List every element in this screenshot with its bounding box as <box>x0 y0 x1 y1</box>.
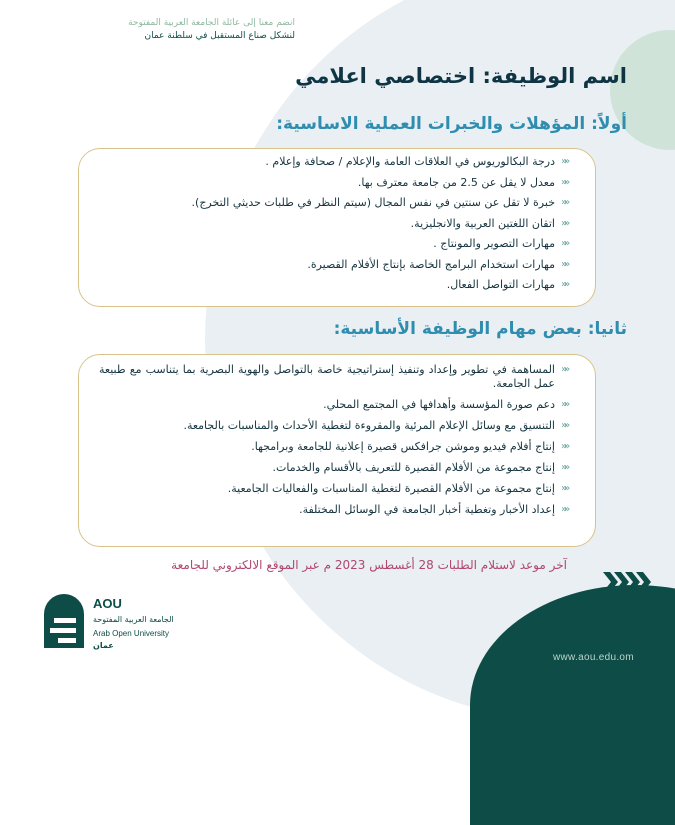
bullet-arrow-icon: »» <box>561 238 568 249</box>
duty-item <box>99 363 575 391</box>
chevrons-icon <box>603 570 651 594</box>
qualification-item <box>99 217 575 238</box>
duty-item <box>99 461 575 475</box>
bullet-arrow-icon: »» <box>561 279 568 290</box>
slogan-line-1: انضم معنا إلى عائلة الجامعة العربية المفتوحة <box>128 18 295 28</box>
logo-arabic-name: الجامعة العربية المفتوحة <box>93 615 174 624</box>
aou-logo <box>44 592 234 657</box>
qualification-item <box>99 237 575 258</box>
duty-item <box>99 440 575 454</box>
qualification-item-text: معدل لا يقل عن 2.5 من جامعة معترف بها. <box>357 175 555 189</box>
qualification-item-text: مهارات التواصل الفعال. <box>446 278 555 291</box>
duties-list <box>99 363 575 517</box>
application-deadline: آخر موعد لاستلام الطلبات 28 أغسطس 2023 م عبر الموقع الالكتروني للجامعة <box>171 558 567 572</box>
bullet-arrow-icon: »» <box>561 504 568 515</box>
qualification-item <box>99 196 575 217</box>
duty-item-text: إنتاج مجموعة من الأفلام القصيرة للتعريف بالأقسام والخدمات. <box>272 461 555 474</box>
duty-item-text: إعداد الأخبار وتغطية أخبار الجامعة في الوسائل المختلفة. <box>299 503 555 516</box>
job-title: اسم الوظيفة: اختصاصي اعلامي <box>295 64 627 88</box>
qualification-item-text: درجة البكالوريوس في العلاقات العامة والإعلام / صحافة وإعلام . <box>265 155 555 168</box>
qualifications-box <box>78 148 596 307</box>
duty-item-text: إنتاج مجموعة من الأفلام القصيرة لتغطية المناسبات والفعاليات الجامعية. <box>227 482 555 495</box>
duty-item-text: التنسيق مع وسائل الإعلام المرئية والمقروءة لتغطية الأحداث والمناسبات بالجامعة. <box>183 419 555 432</box>
slogan-line-2: لنشكل صناع المستقبل في سلطنة عمان <box>144 31 295 41</box>
duty-item <box>99 398 575 412</box>
bullet-arrow-icon: »» <box>561 441 568 452</box>
qualifications-list <box>99 155 575 299</box>
slogan <box>40 18 295 41</box>
qualification-item <box>99 155 575 176</box>
qualification-item-text: خبرة لا تقل عن سنتين في نفس المجال (سيتم النظر في طلبات حديثي التخرج). <box>191 196 555 209</box>
duty-item <box>99 482 575 496</box>
duty-item-text: دعم صورة المؤسسة وأهدافها في المجتمع المحلي. <box>323 398 555 411</box>
bullet-arrow-icon: »» <box>561 420 568 431</box>
bullet-arrow-icon: »» <box>561 258 568 270</box>
logo-branch: عمان <box>93 641 114 650</box>
duties-heading: ثانيا: بعض مهام الوظيفة الأساسية: <box>333 319 627 339</box>
logo-short-name: AOU <box>93 596 122 611</box>
bullet-arrow-icon: »» <box>561 483 568 494</box>
duties-box <box>78 354 596 547</box>
website-url: www.aou.edu.om <box>553 652 634 663</box>
qualification-item-text: مهارات التصوير والمونتاج . <box>433 237 555 250</box>
duty-item <box>99 419 575 433</box>
bullet-arrow-icon: »» <box>561 197 568 208</box>
bullet-arrow-icon: »» <box>561 462 568 473</box>
duty-item <box>99 503 575 517</box>
qualification-item <box>99 258 575 279</box>
bullet-arrow-icon: »» <box>561 156 568 167</box>
bullet-arrow-icon: »» <box>561 399 568 410</box>
bullet-arrow-icon: »» <box>561 364 568 375</box>
qualification-item-text: مهارات استخدام البرامج الخاصة بإنتاج الأفلام القصيرة. <box>307 257 555 271</box>
qualification-item <box>99 278 575 299</box>
aou-logo-mark-icon <box>44 594 84 648</box>
qualification-item-text: اتقان اللغتين العربية والانجليزية. <box>410 216 555 230</box>
qualification-item <box>99 176 575 197</box>
logo-english-name: Arab Open University <box>93 629 170 638</box>
duty-item-text: إنتاج أفلام فيديو وموشن جرافكس قصيرة إعلانية للجامعة وبرامجها. <box>251 440 555 453</box>
bullet-arrow-icon: »» <box>561 176 568 188</box>
qualifications-heading: أولاً: المؤهلات والخبرات العملية الاساسية: <box>276 114 627 134</box>
duty-item-text: المساهمة في تطوير وإعداد وتنفيذ إستراتيجية خاصة بالتواصل والهوية البصرية بما يتناسب مع طبيعة عمل الجامعة. <box>99 363 555 390</box>
bullet-arrow-icon: »» <box>561 217 568 229</box>
